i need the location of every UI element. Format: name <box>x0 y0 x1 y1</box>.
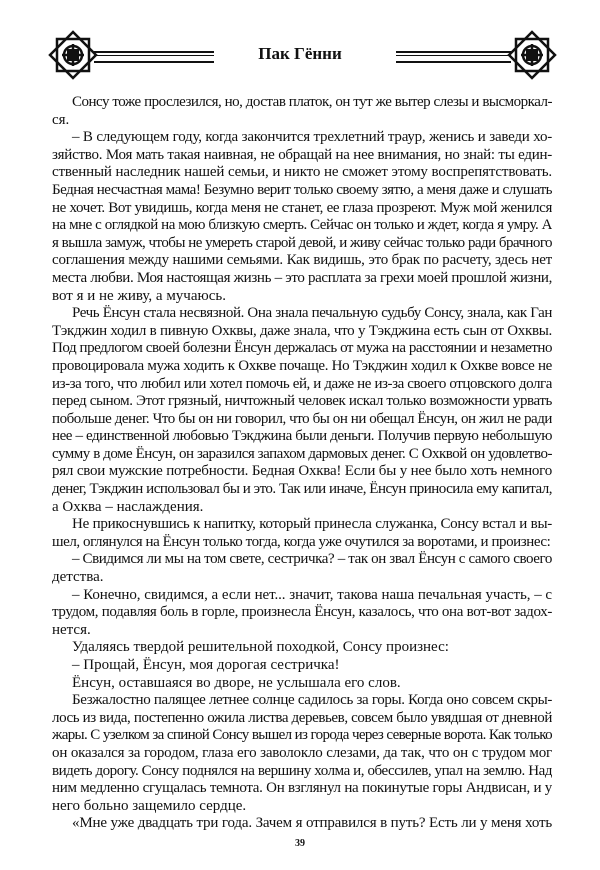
page-number: 39 <box>295 838 305 849</box>
text-line <box>52 129 552 147</box>
paragraph <box>52 551 552 586</box>
text-line-content: я вышла замуж, чтобы не умереть старой девой, и живу сейчас только ради брачного <box>52 234 552 251</box>
text-line <box>52 428 552 446</box>
paragraph <box>52 94 552 129</box>
paragraph <box>52 657 552 675</box>
text-line-content: Речь Ёнсун стала несвязной. Она знала печальную судьбу Сонсу, знала, как Ган <box>72 305 552 322</box>
text-line-content: детства. <box>52 569 104 586</box>
text-line-content: шел, оглянулся на Ёнсун только тогда, когда уже очутился за воротами, и произнес: <box>52 533 551 550</box>
text-line-content: жары. С узелком за спиной Сонсу вышел из города через северные ворота. Как только <box>52 727 552 744</box>
text-line <box>52 534 552 552</box>
text-line-content: Бедная несчастная мама! Безумно верит только своему зятю, а меня даже и слушать <box>52 181 552 198</box>
text-line <box>52 200 552 218</box>
paragraph <box>52 692 552 815</box>
text-line <box>52 745 552 763</box>
text-line-content: Ёнсун, оставшаяся во дворе, не услышала его слов. <box>72 674 401 691</box>
text-line <box>52 270 552 288</box>
text-line-content: Под предлогом своей болезни Ёнсун держалась от мужа на расстоянии и незаметно <box>52 340 552 357</box>
paragraph <box>52 587 552 640</box>
header-rule-right <box>396 51 511 63</box>
text-line-content: лось из вида, постепенно ожила листва деревьев, совсем было увядшая от дневной <box>52 709 552 726</box>
text-line-content: провоцировала мужа ходить к Охкве почаще. Но Тэкджин ходил к Охкве вовсе не <box>52 357 552 374</box>
paragraph <box>52 516 552 551</box>
text-line <box>52 622 552 640</box>
paragraph <box>52 675 552 693</box>
paragraph <box>52 639 552 657</box>
text-line <box>52 516 552 534</box>
text-line <box>52 675 552 693</box>
text-line-content: – В следующем году, когда закончится трехлетний траур, женись и заведи хо- <box>72 129 552 146</box>
text-line <box>52 569 552 587</box>
text-line <box>52 288 552 306</box>
text-line <box>52 604 552 622</box>
text-line <box>52 639 552 657</box>
text-line <box>52 376 552 394</box>
paragraph <box>52 129 552 305</box>
text-line-content: «Мне уже двадцать три года. Зачем я отправился в путь? Есть ли у меня хоть <box>72 815 552 832</box>
text-line <box>52 815 552 833</box>
text-line <box>52 551 552 569</box>
page-header <box>0 0 600 90</box>
text-line-content: – Конечно, свидимся, а если нет... значит, такова наша печальная участь, – с <box>72 586 552 603</box>
text-line-content: Сонсу тоже прослезился, но, достав платок, он тут же вытер слезы и высморкал- <box>72 94 552 110</box>
text-line <box>52 235 552 253</box>
text-line <box>52 358 552 376</box>
paragraph <box>52 305 552 516</box>
text-line <box>52 446 552 464</box>
text-line-content: Удаляясь твердой решительной походкой, Сонсу произнес: <box>72 639 449 656</box>
text-line <box>52 323 552 341</box>
text-line <box>52 182 552 200</box>
text-line <box>52 763 552 781</box>
text-line-content: нее – единственной любовью Тэкджина были деньги. Получив первую небольшую <box>52 428 552 445</box>
text-line-content: денег, Тэкджин использовал бы и это. Так или иначе, Ёнсун приносила ему капитал, <box>52 481 552 498</box>
text-line-content: зяйство. Моя мать такая наивная, не обращай на нее внимания, но знай: ты един- <box>52 146 552 163</box>
text-line <box>52 164 552 182</box>
text-line-content: сумму в доме Ёнсун, он заразился запахом дармовых денег. С Охквой он удовлетво- <box>52 445 552 462</box>
text-line <box>52 305 552 323</box>
text-line-content: он оказался за городом, глаза его заволокло слезами, да так, что он с трудом мог <box>52 744 552 761</box>
text-line-content: ним медленно сгущалась темнота. Он взглянул на покинутые горы Андвисан, и у <box>52 780 552 797</box>
text-line-content: вот я и не живу, а мучаюсь. <box>52 287 226 304</box>
text-line <box>52 252 552 270</box>
text-line-content: ственный наследник нашей семьи, и никто не сможет этому воспрепятствовать. <box>52 164 552 181</box>
text-line-content: соглашения между нашими семьями. Как видишь, это брак по расчету, здесь нет <box>52 252 552 269</box>
text-line-content: трудом, подавляя боль в горле, произнесла Ёнсун, казалось, что она вот-вот задох- <box>52 604 552 621</box>
text-line-content: нется. <box>52 621 91 638</box>
text-line <box>52 217 552 235</box>
text-line <box>52 94 552 112</box>
text-line <box>52 692 552 710</box>
text-line-content: побольше денег. Что бы он ни говорил, что бы он ни обещал Ёнсун, он жил не ради <box>52 410 552 427</box>
text-line-content: на мне с оглядкой на мою близкую смерть. Сейчас он только и ждет, когда я умру. А <box>52 217 552 234</box>
paragraph <box>52 815 552 833</box>
text-line <box>52 340 552 358</box>
body-text <box>52 94 552 833</box>
text-line-content: Безжалостно палящее летнее солнце садилось за горы. Когда оно совсем скры- <box>72 692 552 709</box>
text-line-content: Тэкджин ходил в пивную Охквы, даже знала, что у Тэкджина есть сын от Охквы. <box>52 322 552 339</box>
text-line <box>52 463 552 481</box>
text-line <box>52 780 552 798</box>
text-line-content: перед сыном. Этот грязный, ничтожный человек искал только возможности урвать <box>52 393 552 410</box>
text-line-content: Не прикоснувшись к напитку, который принесла служанка, Сонсу встал и вы- <box>72 516 552 533</box>
text-line <box>52 587 552 605</box>
text-line <box>52 147 552 165</box>
text-line-content: него больно защемило сердце. <box>52 797 247 814</box>
text-line-content: из-за того, что любил или хотел помочь ей, и даже не из-за своего отцовского долга <box>52 375 552 392</box>
text-line <box>52 411 552 429</box>
text-line-content: рял свои мужские потребности. Бедная Охква! Если бы у нее было хоть немного <box>52 463 552 480</box>
text-line <box>52 393 552 411</box>
text-line-content: не хочет. Вот увидишь, когда меня не станет, ее глаза прозреют. Муж мой женился <box>52 199 552 216</box>
text-line <box>52 499 552 517</box>
running-title: Пак Гённи <box>258 44 342 63</box>
text-line-content: – Прощай, Ёнсун, моя дорогая сестричка! <box>72 657 340 673</box>
text-line-content: – Свидимся ли мы на том свете, сестричка? – так он звал Ёнсун с самого своего <box>72 551 552 568</box>
ornament-icon <box>507 30 557 80</box>
text-line <box>52 112 552 130</box>
text-line <box>52 727 552 745</box>
text-line-content: а Охква – наслаждения. <box>52 498 204 515</box>
text-line <box>52 710 552 728</box>
text-line <box>52 798 552 816</box>
text-line <box>52 481 552 499</box>
text-line-content: ся. <box>52 111 70 128</box>
text-line-content: места любви. Моя настоящая жизнь – это расплата за грехи моей прошлой жизни, <box>52 269 552 286</box>
text-line-content: видеть дорогу. Сонсу поднялся на вершину холма и, обессилев, упал на землю. Над <box>52 762 552 779</box>
text-line <box>52 657 552 675</box>
